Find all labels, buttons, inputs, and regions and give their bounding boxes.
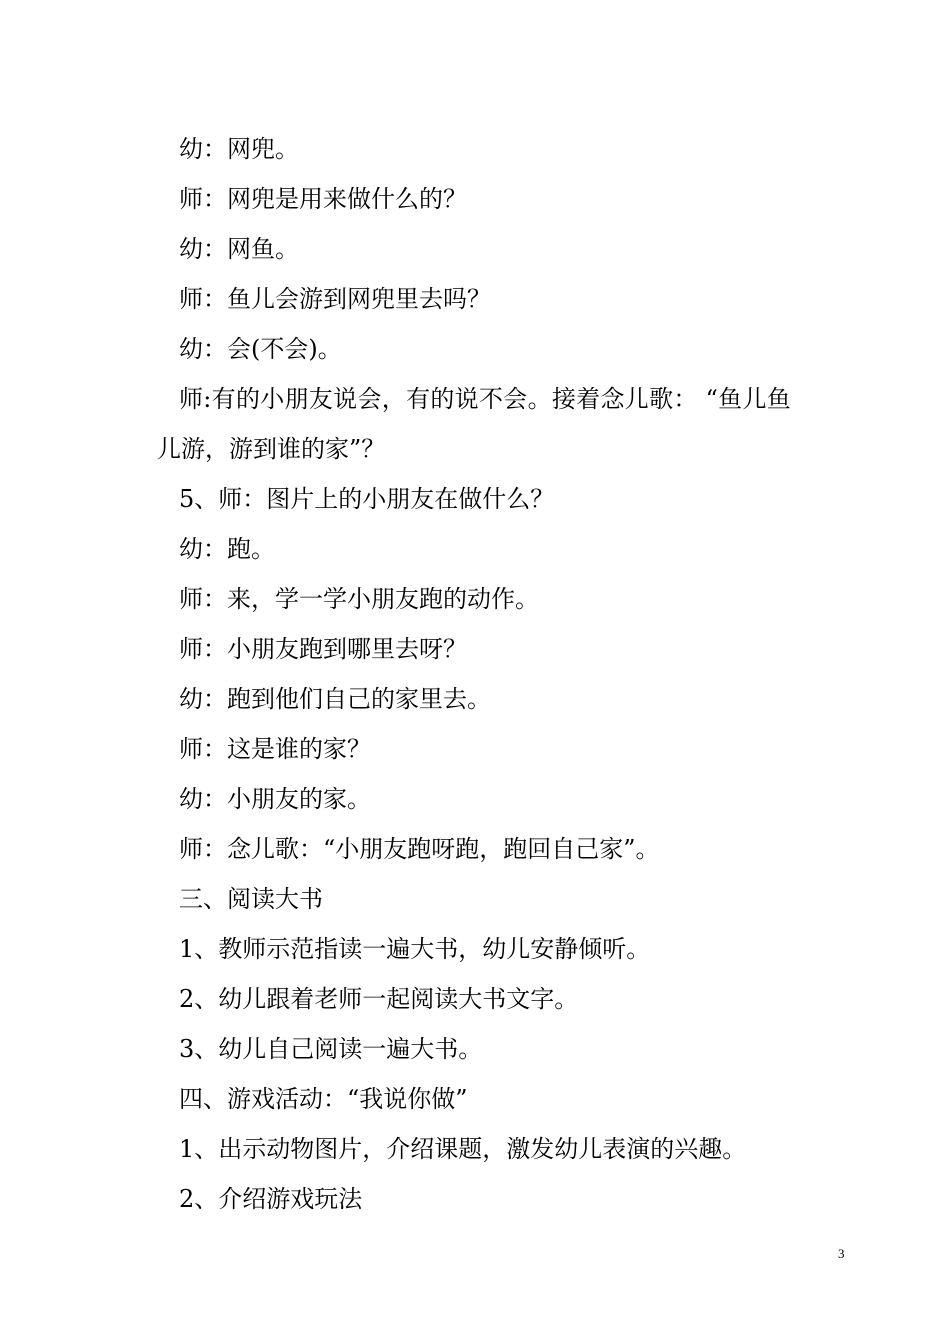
dialogue-line: 幼：小朋友的家。 [179,785,371,813]
dialogue-line: 师：这是谁的家？ [179,735,371,763]
step-line: 2、幼儿跟着老师一起阅读大书文字。 [179,985,579,1013]
dialogue-line: 幼：跑。 [179,535,275,563]
dialogue-line: 幼：网兜。 [179,135,299,163]
dialogue-line: 师：念儿歌：“小朋友跑呀跑，跑回自己家”。 [179,835,660,863]
step-line: 5、师：图片上的小朋友在做什么？ [179,485,555,513]
step-line: 2、介绍游戏玩法 [179,1185,363,1213]
dialogue-line: 幼：会(不会)。 [179,335,342,363]
step-line: 1、出示动物图片，介绍课题，激发幼儿表演的兴趣。 [179,1135,747,1163]
page-number: 3 [838,1246,845,1261]
dialogue-line-continuation: 儿游，游到谁的家”？ [157,435,386,463]
dialogue-line: 师:有的小朋友说会，有的说不会。接着念儿歌： “鱼儿鱼 [179,385,792,413]
dialogue-line: 师：网兜是用来做什么的？ [179,185,467,213]
section-heading: 四、游戏活动：“我说你做” [179,1085,468,1113]
dialogue-line: 师：小朋友跑到哪里去呀？ [179,635,467,663]
dialogue-line: 师：鱼儿会游到网兜里去吗？ [179,285,491,313]
section-heading: 三、阅读大书 [179,885,323,913]
document-body [157,124,857,1224]
dialogue-line: 幼：跑到他们自己的家里去。 [179,685,491,713]
step-line: 3、幼儿自己阅读一遍大书。 [179,1035,483,1063]
dialogue-line: 幼：网鱼。 [179,235,299,263]
step-line: 1、教师示范指读一遍大书，幼儿安静倾听。 [179,935,651,963]
dialogue-line: 师：来，学一学小朋友跑的动作。 [179,585,539,613]
